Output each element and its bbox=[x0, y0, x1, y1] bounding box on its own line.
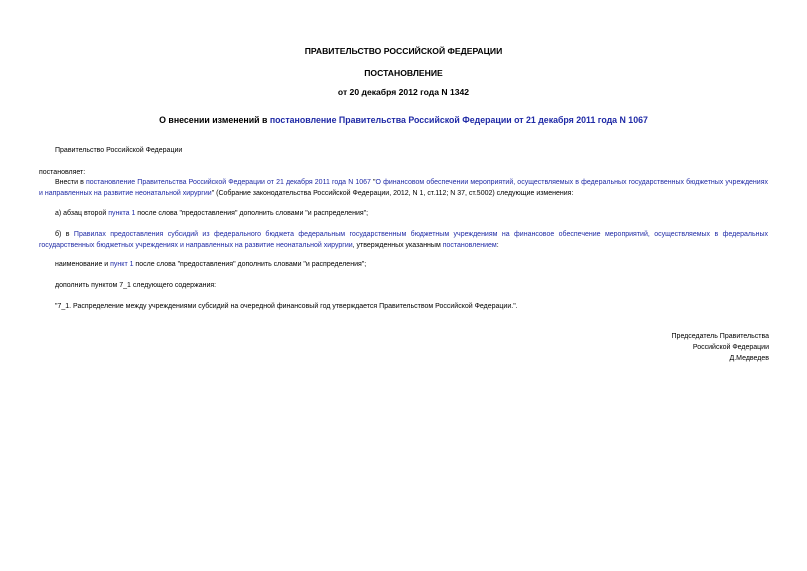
link-point-1[interactable]: пункта 1 bbox=[108, 210, 136, 217]
title-link[interactable]: постановление Правительства Российской Федерации от 21 декабря 2011 года N 1067 bbox=[269, 115, 648, 125]
link-resolution-title[interactable]: О финансовом обеспечении мероприятий, осуществляемых в федеральных государственных бюджетных учреждениях и направленных на развитие неонатальной хирургии bbox=[39, 179, 768, 198]
signature-name: Д.Медведев bbox=[729, 355, 769, 362]
paragraph-e: "7_1. Распределение между учреждениями субсидий на очередной финансовый год утверждается Правительством Российской Федерации.". bbox=[55, 303, 518, 310]
paragraph-b: б) в Правилах предоставления субсидий из федерального бюджета федеральным государственным бюджетным учреждениям на финансовое обеспечение мероприятий, осуществляемых в федеральных государственных бюджетных учреждениях и направленных на развитие неонатальной хирургии, утвержденных указанным постановлением: bbox=[39, 231, 768, 250]
paragraph-d: дополнить пунктом 7_1 следующего содержания: bbox=[55, 282, 217, 289]
signature-position: Председатель Правительства bbox=[671, 333, 769, 340]
link-rules[interactable]: Правилах предоставления субсидий из федерального бюджета федеральным государственным бюджетным учреждениям на финансовое обеспечение мероприятий, осуществляемых в федеральных государственных бюджетных учреждениях и направленных на развитие неонатальной хирургии bbox=[39, 231, 768, 250]
decrees-text: постановляет: bbox=[39, 169, 86, 176]
title-prefix: О внесении изменений в bbox=[159, 115, 270, 125]
paragraph-c: наименование и пункт 1 после слова "предоставления" дополнить словами "и распределения"; bbox=[55, 261, 367, 268]
link-point-1-rules[interactable]: пункт 1 bbox=[110, 261, 134, 268]
paragraph-a: а) абзац второй пункта 1 после слова "предоставления" дополнить словами "и распределения"; bbox=[55, 210, 369, 217]
document-date-number: от 20 декабря 2012 года N 1342 bbox=[337, 87, 470, 97]
intro-text: Правительство Российской Федерации bbox=[55, 147, 183, 154]
paragraph-main: Внести в постановление Правительства Российской Федерации от 21 декабря 2011 года N 1067 "О финансовом обеспечении мероприятий, осуществляемых в федеральных государственных бюджетных учреждениях и направленных на развитие неонатальной хирургии" (Собрание законодательства Российской Федерации, 2012, N 1, ст.112; N 37, ст.5002) следующие изменения: bbox=[39, 179, 768, 198]
government-heading: ПРАВИТЕЛЬСТВО РОССИЙСКОЙ ФЕДЕРАЦИИ bbox=[304, 46, 503, 56]
document-title bbox=[0, 115, 807, 125]
link-resolution[interactable]: постановлением bbox=[442, 242, 497, 250]
link-resolution-1067[interactable]: постановление Правительства Российской Федерации от 21 декабря 2011 года N 1067 bbox=[86, 179, 371, 186]
signature-org: Российской Федерации bbox=[692, 344, 769, 351]
document-type: ПОСТАНОВЛЕНИЕ bbox=[364, 68, 443, 78]
